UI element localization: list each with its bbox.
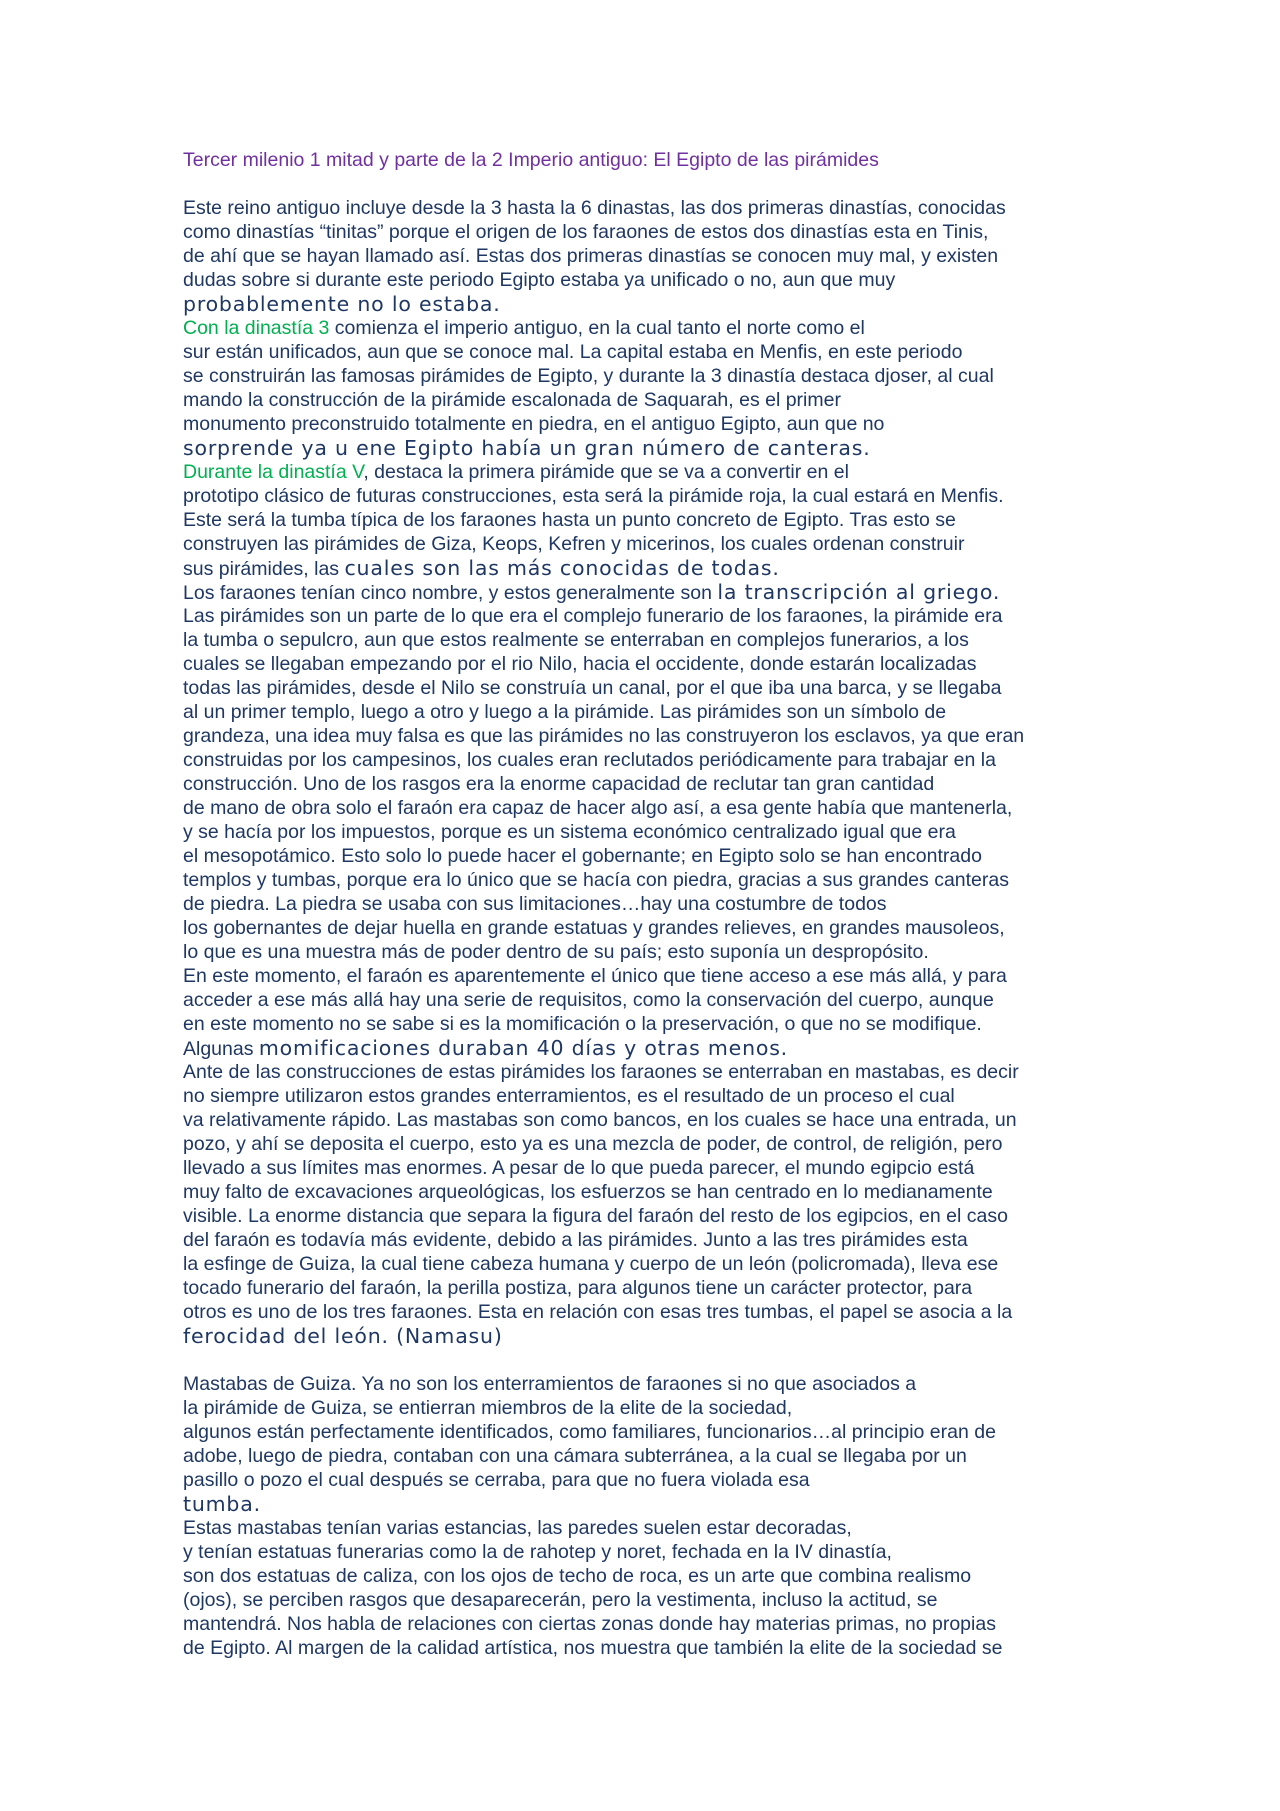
text-segment: cuales se llegaban empezando por el rio Nilo, hacia el occidente, donde estarán localizadas xyxy=(183,653,977,675)
text-line xyxy=(183,820,1103,844)
text-segment: los gobernantes de dejar huella en grande estatuas y grandes relieves, en grandes mausoleos, xyxy=(183,917,1005,939)
text-line xyxy=(183,1468,1103,1492)
text-line xyxy=(183,436,1103,460)
text-segment: momificaciones duraban 40 días y otras menos. xyxy=(258,1036,789,1060)
text-segment: tocado funerario del faraón, la perilla postiza, para algunos tiene un carácter protector, para xyxy=(183,1277,973,1299)
text-line xyxy=(183,1612,1103,1636)
text-line xyxy=(183,1324,1103,1348)
text-segment: prototipo clásico de futuras construcciones, esta será la pirámide roja, la cual estará en Menfis. xyxy=(183,485,1004,507)
text-line xyxy=(183,796,1103,820)
text-line xyxy=(183,1204,1103,1228)
text-segment: ferocidad del león. (Namasu) xyxy=(183,1324,503,1348)
text-segment: Mastabas de Guiza. Ya no son los enterramientos de faraones si no que asociados a xyxy=(183,1373,917,1395)
text-segment: grandeza, una idea muy falsa es que las pirámides no las construyeron los esclavos, ya que eran xyxy=(183,725,1025,747)
text-segment: no siempre utilizaron estos grandes enterramientos, es el resultado de un proceso el cual xyxy=(183,1085,955,1107)
text-segment: templos y tumbas, porque era lo único que se hacía con piedra, gracias a sus grandes canteras xyxy=(183,869,1009,891)
text-line xyxy=(183,1372,1103,1396)
text-segment: en este momento no se sabe si es la momificación o la preservación, o que no se modifique. xyxy=(183,1013,982,1035)
paragraph-spacer xyxy=(183,1348,1103,1372)
text-segment: pozo, y ahí se deposita el cuerpo, esto ya es una mezcla de poder, de control, de religión, pero xyxy=(183,1133,1003,1155)
text-line xyxy=(183,1084,1103,1108)
text-segment: acceder a ese más allá hay una serie de requisitos, como la conservación del cuerpo, aunque xyxy=(183,989,994,1011)
text-line xyxy=(183,1396,1103,1420)
text-line xyxy=(183,748,1103,772)
text-line xyxy=(183,1132,1103,1156)
text-segment: Este reino antiguo incluye desde la 3 hasta la 6 dinastas, las dos primeras dinastías, conocidas xyxy=(183,197,1006,219)
text-line xyxy=(183,460,1103,484)
text-line xyxy=(183,1516,1103,1540)
text-segment: sus pirámides, las xyxy=(183,558,345,580)
text-segment: monumento preconstruido totalmente en piedra, en el antiguo Egipto, aun que no xyxy=(183,413,885,435)
text-line xyxy=(183,220,1103,244)
text-segment: muy falto de excavaciones arqueológicas, los esfuerzos se han centrado en lo medianamente xyxy=(183,1181,993,1203)
text-segment: Algunas xyxy=(183,1038,259,1060)
text-segment: y tenían estatuas funerarias como la de rahotep y noret, fechada en la IV dinastía, xyxy=(183,1541,892,1563)
text-segment: otros es uno de los tres faraones. Esta en relación con esas tres tumbas, el papel se asocia a la xyxy=(183,1301,1013,1323)
text-line xyxy=(183,1492,1103,1516)
text-segment: mantendrá. Nos habla de relaciones con ciertas zonas donde hay materias primas, no propias xyxy=(183,1613,996,1635)
text-line xyxy=(183,892,1103,916)
text-line xyxy=(183,940,1103,964)
text-line xyxy=(183,484,1103,508)
text-segment: tumba. xyxy=(183,1492,261,1516)
text-segment: son dos estatuas de caliza, con los ojos de techo de roca, es un arte que combina realismo xyxy=(183,1565,972,1587)
text-segment: construidas por los campesinos, los cuales eran reclutados periódicamente para trabajar en la xyxy=(183,749,996,771)
text-line xyxy=(183,676,1103,700)
document-body xyxy=(183,148,1103,1660)
text-line xyxy=(183,196,1103,220)
text-segment: de piedra. La piedra se usaba con sus limitaciones…hay una costumbre de todos xyxy=(183,893,887,915)
text-line xyxy=(183,964,1103,988)
text-line xyxy=(183,1540,1103,1564)
text-segment: sorprende ya u ene Egipto había un gran número de canteras. xyxy=(183,436,871,460)
text-line xyxy=(183,268,1103,292)
document-text xyxy=(183,196,1103,1660)
text-line xyxy=(183,1564,1103,1588)
text-line xyxy=(183,556,1103,580)
text-segment: Las pirámides son un parte de lo que era el complejo funerario de los faraones, la pirámide era xyxy=(183,605,1003,627)
text-line xyxy=(183,388,1103,412)
text-line xyxy=(183,340,1103,364)
text-segment: va relativamente rápido. Las mastabas son como bancos, en los cuales se hace una entrada, un xyxy=(183,1109,1017,1131)
text-line xyxy=(183,1300,1103,1324)
text-segment: y se hacía por los impuestos, porque es un sistema económico centralizado igual que era xyxy=(183,821,956,843)
text-segment: de ahí que se hayan llamado así. Estas dos primeras dinastías se conocen muy mal, y existen xyxy=(183,245,999,267)
text-line xyxy=(183,1060,1103,1084)
text-segment: como dinastías “tinitas” porque el origen de los faraones de estos dos dinastías esta en Tinis, xyxy=(183,221,989,243)
text-segment: todas las pirámides, desde el Nilo se construía un canal, por el que iba una barca, y se llegaba xyxy=(183,677,1002,699)
text-line xyxy=(183,988,1103,1012)
text-line xyxy=(183,364,1103,388)
text-line xyxy=(183,1276,1103,1300)
text-segment: , destaca la primera pirámide que se va a convertir en el xyxy=(363,461,849,483)
text-line xyxy=(183,292,1103,316)
text-segment: pasillo o pozo el cual después se cerraba, para que no fuera violada esa xyxy=(183,1469,810,1491)
text-line xyxy=(183,724,1103,748)
text-segment: la transcripción al griego. xyxy=(717,580,1001,604)
text-line xyxy=(183,1420,1103,1444)
text-line xyxy=(183,1108,1103,1132)
text-segment: adobe, luego de piedra, contaban con una cámara subterránea, a la cual se llegaba por un xyxy=(183,1445,967,1467)
text-segment: al un primer templo, luego a otro y luego a la pirámide. Las pirámides son un símbolo de xyxy=(183,701,947,723)
text-line xyxy=(183,844,1103,868)
text-segment: Este será la tumba típica de los faraones hasta un punto concreto de Egipto. Tras esto se xyxy=(183,509,956,531)
text-line xyxy=(183,652,1103,676)
text-segment: de mano de obra solo el faraón era capaz de hacer algo así, a esa gente había que mantenerla, xyxy=(183,797,1013,819)
highlighted-heading-text: Con la dinastía 3 xyxy=(183,317,330,339)
text-line xyxy=(183,700,1103,724)
text-segment: probablemente no lo estaba. xyxy=(183,292,501,316)
text-line xyxy=(183,1588,1103,1612)
text-segment: cuales son las más conocidas de todas. xyxy=(344,556,780,580)
text-line xyxy=(183,1444,1103,1468)
text-segment: dudas sobre si durante este periodo Egipto estaba ya unificado o no, aun que muy xyxy=(183,269,896,291)
text-line xyxy=(183,1252,1103,1276)
text-segment: (ojos), se perciben rasgos que desaparecerán, pero la vestimenta, incluso la actitud, se xyxy=(183,1589,938,1611)
text-segment: de Egipto. Al margen de la calidad artística, nos muestra que también la elite de la sociedad se xyxy=(183,1637,1003,1659)
text-line xyxy=(183,412,1103,436)
text-segment: la esfinge de Guiza, la cual tiene cabeza humana y cuerpo de un león (policromada), lleva ese xyxy=(183,1253,999,1275)
text-line xyxy=(183,916,1103,940)
text-line xyxy=(183,1156,1103,1180)
text-segment: lo que es una muestra más de poder dentro de su país; esto suponía un despropósito. xyxy=(183,941,929,963)
text-segment: comienza el imperio antiguo, en la cual tanto el norte como el xyxy=(329,317,865,339)
text-line xyxy=(183,244,1103,268)
text-line xyxy=(183,532,1103,556)
text-line xyxy=(183,868,1103,892)
text-line xyxy=(183,628,1103,652)
text-segment: la tumba o sepulcro, aun que estos realmente se enterraban en complejos funerarios, a los xyxy=(183,629,969,651)
text-segment: mando la construcción de la pirámide escalonada de Saquarah, es el primer xyxy=(183,389,841,411)
text-line xyxy=(183,1228,1103,1252)
text-segment: llevado a sus límites mas enormes. A pesar de lo que pueda parecer, el mundo egipcio está xyxy=(183,1157,975,1179)
text-line xyxy=(183,604,1103,628)
text-segment: Los faraones tenían cinco nombre, y estos generalmente son xyxy=(183,582,718,604)
highlighted-heading-text: Durante la dinastía V xyxy=(183,461,364,483)
text-segment: la pirámide de Guiza, se entierran miembros de la elite de la sociedad, xyxy=(183,1397,793,1419)
text-line xyxy=(183,1036,1103,1060)
document-title: Tercer milenio 1 mitad y parte de la 2 Imperio antiguo: El Egipto de las pirámides xyxy=(183,149,879,171)
text-segment: Estas mastabas tenían varias estancias, las paredes suelen estar decoradas, xyxy=(183,1517,852,1539)
text-segment: algunos están perfectamente identificados, como familiares, funcionarios…al principio eran de xyxy=(183,1421,996,1443)
text-segment: sur están unificados, aun que se conoce mal. La capital estaba en Menfis, en este periodo xyxy=(183,341,963,363)
text-segment: Ante de las construcciones de estas pirámides los faraones se enterraban en mastabas, es decir xyxy=(183,1061,1019,1083)
text-line xyxy=(183,1012,1103,1036)
text-segment: En este momento, el faraón es aparentemente el único que tiene acceso a ese más allá, y para xyxy=(183,965,1007,987)
text-line xyxy=(183,316,1103,340)
text-line xyxy=(183,580,1103,604)
text-segment: construyen las pirámides de Giza, Keops, Kefren y micerinos, los cuales ordenan construir xyxy=(183,533,965,555)
text-segment: del faraón es todavía más evidente, debido a las pirámides. Junto a las tres pirámides esta xyxy=(183,1229,968,1251)
text-line xyxy=(183,508,1103,532)
text-segment: se construirán las famosas pirámides de Egipto, y durante la 3 dinastía destaca djoser, al cual xyxy=(183,365,994,387)
text-segment: construcción. Uno de los rasgos era la enorme capacidad de reclutar tan gran cantidad xyxy=(183,773,935,795)
text-line xyxy=(183,1636,1103,1660)
text-segment: el mesopotámico. Esto solo lo puede hacer el gobernante; en Egipto solo se han encontrado xyxy=(183,845,982,867)
text-line xyxy=(183,1180,1103,1204)
text-line xyxy=(183,772,1103,796)
text-segment: visible. La enorme distancia que separa la figura del faraón del resto de los egipcios, en el caso xyxy=(183,1205,1008,1227)
